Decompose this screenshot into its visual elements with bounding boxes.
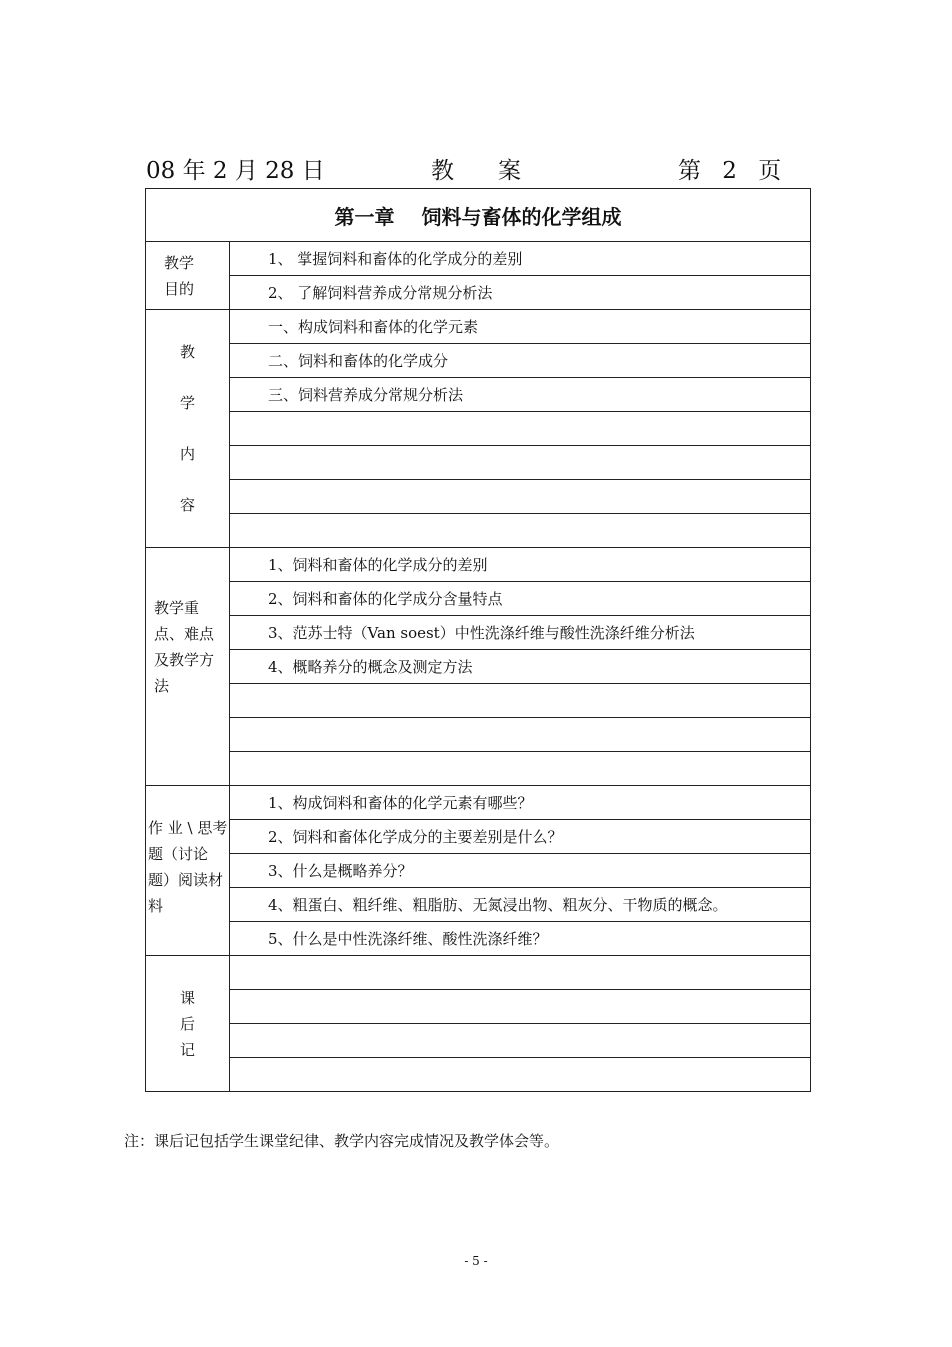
objective-item: 2、 了解饲料营养成分常规分析法 xyxy=(230,276,811,310)
header-title: 教案 xyxy=(431,158,565,184)
homework-label: 作 业 \ 思考题（讨论题）阅读材料 xyxy=(146,786,230,956)
homework-item: 5、什么是中性洗涤纤维、酸性洗涤纤维？ xyxy=(230,922,811,956)
key-point-item xyxy=(230,718,811,752)
homework-item: 2、饲料和畜体化学成分的主要差别是什么？ xyxy=(230,820,811,854)
header-date: 08 年 2 月 28 日 xyxy=(146,158,325,184)
lesson-plan-table xyxy=(145,188,811,1092)
homework-item: 3、什么是概略养分？ xyxy=(230,854,811,888)
key-point-item: 2、饲料和畜体的化学成分含量特点 xyxy=(230,582,811,616)
key-point-item: 3、范苏士特（Van soest）中性洗涤纤维与酸性洗涤纤维分析法 xyxy=(230,616,811,650)
content-label: 教 学 内 容 xyxy=(146,310,230,548)
key-points-label: 教学重点、难点及教学方法 xyxy=(146,548,230,786)
homework-item: 1、构成饲料和畜体的化学元素有哪些？ xyxy=(230,786,811,820)
content-item: 一、构成饲料和畜体的化学元素 xyxy=(230,310,811,344)
content-item xyxy=(230,412,811,446)
afterword-label: 课 后 记 xyxy=(146,956,230,1092)
content-item: 三、饲料营养成分常规分析法 xyxy=(230,378,811,412)
key-point-item xyxy=(230,752,811,786)
footnote: 注：课后记包括学生课堂纪律、教学内容完成情况及教学体会等。 xyxy=(124,1132,560,1150)
afterword-item xyxy=(230,956,811,990)
afterword-item xyxy=(230,990,811,1024)
objectives-label: 教学目的 xyxy=(146,242,230,310)
key-point-item: 4、概略养分的概念及测定方法 xyxy=(230,650,811,684)
key-point-item: 1、饲料和畜体的化学成分的差别 xyxy=(230,548,811,582)
content-item xyxy=(230,446,811,480)
content-item: 二、饲料和畜体的化学成分 xyxy=(230,344,811,378)
content-item xyxy=(230,480,811,514)
key-point-item xyxy=(230,684,811,718)
afterword-item xyxy=(230,1058,811,1092)
page-number: - 5 - xyxy=(464,1254,488,1268)
objective-item: 1、 掌握饲料和畜体的化学成分的差别 xyxy=(230,242,811,276)
document-header xyxy=(146,148,810,184)
afterword-item xyxy=(230,1024,811,1058)
header-page: 第 2 页 xyxy=(678,158,789,184)
chapter-title: 第一章 饲料与畜体的化学组成 xyxy=(146,189,811,242)
content-item xyxy=(230,514,811,548)
homework-item: 4、粗蛋白、粗纤维、粗脂肪、无氮浸出物、粗灰分、干物质的概念。 xyxy=(230,888,811,922)
